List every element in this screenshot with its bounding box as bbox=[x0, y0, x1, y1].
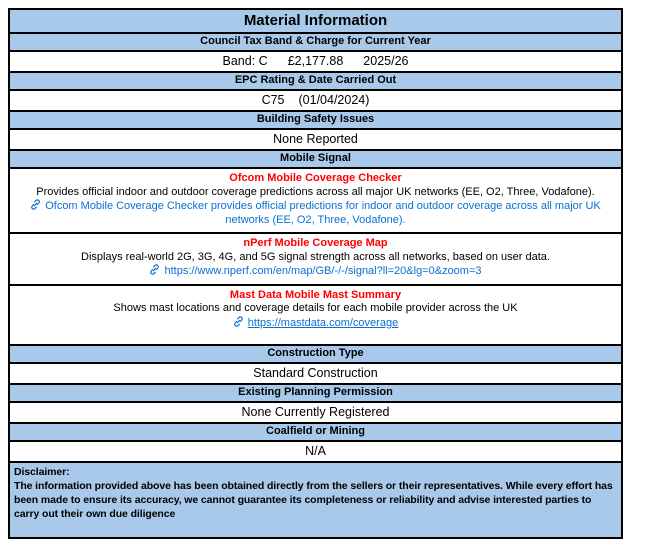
planning-permission-value: None Currently Registered bbox=[10, 403, 621, 424]
epc-value-row bbox=[10, 91, 621, 112]
council-tax-year: 2025/26 bbox=[363, 54, 409, 68]
epc-rating: C75 bbox=[261, 93, 285, 107]
mastdata-title: Mast Data Mobile Mast Summary bbox=[229, 288, 402, 301]
coalfield-mining-header: Coalfield or Mining bbox=[10, 424, 621, 442]
link-icon bbox=[30, 199, 41, 210]
ofcom-description: Provides official indoor and outdoor coverage predictions across all major UK networks (EE, O2, Three, Vodafone). bbox=[36, 185, 595, 198]
planning-permission-header: Existing Planning Permission bbox=[10, 385, 621, 403]
mastdata-link-text: https://mastdata.com/coverage bbox=[247, 316, 399, 329]
disclaimer-body: The information provided above has been obtained directly from the sellers or their representatives. While every effort has been made to ensure its accuracy, we cannot guarantee its completeness or reliability and advise interested parties to carry out their own due diligence bbox=[14, 480, 613, 520]
ofcom-section bbox=[10, 169, 621, 234]
mobile-signal-header: Mobile Signal bbox=[10, 151, 621, 169]
ofcom-title: Ofcom Mobile Coverage Checker bbox=[229, 172, 402, 184]
page-title: Material Information bbox=[10, 10, 621, 34]
building-safety-header: Building Safety Issues bbox=[10, 112, 621, 130]
epc-header: EPC Rating & Date Carried Out bbox=[10, 73, 621, 91]
epc-date: (01/04/2024) bbox=[298, 93, 370, 107]
ofcom-coverage-link[interactable] bbox=[30, 200, 601, 226]
ofcom-link-text: Ofcom Mobile Coverage Checker provides official predictions for indoor and outdoor coverage across all major UK networks (EE, O2, Three, Vodafone). bbox=[45, 200, 601, 226]
nperf-map-link[interactable] bbox=[149, 265, 481, 277]
council-tax-band: Band: C bbox=[222, 54, 268, 68]
disclaimer-heading: Disclaimer: bbox=[14, 466, 70, 478]
nperf-title: nPerf Mobile Coverage Map bbox=[243, 237, 388, 249]
link-icon bbox=[149, 264, 160, 275]
disclaimer-block bbox=[10, 463, 621, 537]
mastdata-description: Shows mast locations and coverage details for each mobile provider across the UK bbox=[113, 302, 518, 314]
council-tax-header: Council Tax Band & Charge for Current Year bbox=[10, 34, 621, 52]
material-information-table bbox=[8, 8, 623, 539]
building-safety-value: None Reported bbox=[10, 130, 621, 151]
link-icon bbox=[233, 316, 244, 327]
nperf-link-text: https://www.nperf.com/en/map/GB/-/-/signal?ll=20&lg=0&zoom=3 bbox=[164, 265, 482, 277]
council-tax-value-row bbox=[10, 52, 621, 73]
construction-type-header: Construction Type bbox=[10, 346, 621, 364]
council-tax-charge: £2,177.88 bbox=[287, 54, 344, 68]
mastdata-coverage-link[interactable] bbox=[233, 317, 398, 329]
mastdata-section bbox=[10, 286, 621, 347]
nperf-section bbox=[10, 234, 621, 286]
construction-type-value: Standard Construction bbox=[10, 364, 621, 385]
nperf-description: Displays real-world 2G, 3G, 4G, and 5G signal strength across all networks, based on user data. bbox=[81, 250, 550, 263]
coalfield-mining-value: N/A bbox=[10, 442, 621, 463]
